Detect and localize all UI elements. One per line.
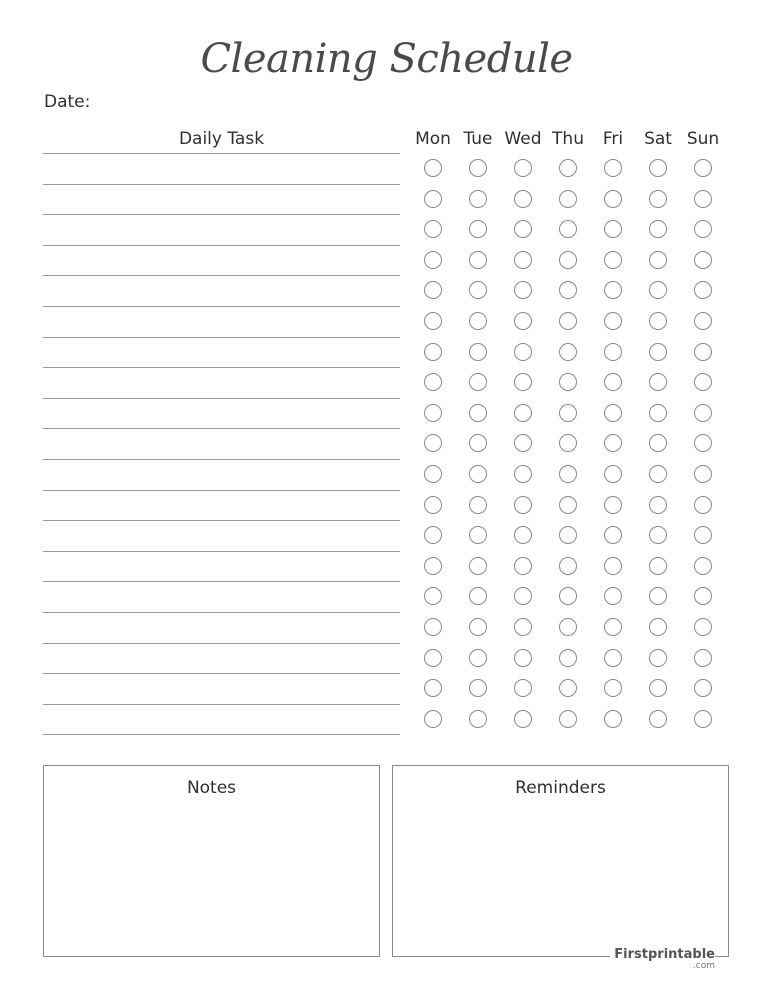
reminders-title: Reminders	[515, 778, 606, 798]
checkbox-circle[interactable]	[424, 159, 442, 177]
checkbox-circle[interactable]	[694, 281, 712, 299]
checkbox-circle[interactable]	[604, 557, 622, 575]
brand-suffix: .com	[692, 961, 715, 971]
checkbox-circle[interactable]	[649, 526, 667, 544]
checkbox-circle[interactable]	[469, 434, 487, 452]
checkbox-circle[interactable]	[604, 373, 622, 391]
checkbox-circle[interactable]	[514, 373, 532, 391]
brand-name: Firstprintable	[614, 947, 715, 962]
checkbox-circle[interactable]	[649, 649, 667, 667]
task-line[interactable]	[43, 520, 400, 521]
task-line[interactable]	[43, 398, 400, 399]
checkbox-circle[interactable]	[604, 404, 622, 422]
checkbox-circle[interactable]	[649, 312, 667, 330]
checkbox-circle[interactable]	[604, 618, 622, 636]
checkbox-circle[interactable]	[649, 159, 667, 177]
checkbox-circle[interactable]	[604, 251, 622, 269]
day-header-fri: Fri	[602, 129, 624, 149]
checkbox-circle[interactable]	[649, 434, 667, 452]
checkbox-circle[interactable]	[649, 373, 667, 391]
checkbox-circle[interactable]	[559, 251, 577, 269]
checkbox-circle[interactable]	[514, 434, 532, 452]
checkbox-circle[interactable]	[694, 373, 712, 391]
checkbox-circle[interactable]	[424, 281, 442, 299]
checkbox-circle[interactable]	[424, 557, 442, 575]
task-line[interactable]	[43, 643, 400, 644]
checkbox-circle[interactable]	[694, 312, 712, 330]
checkbox-circle[interactable]	[694, 404, 712, 422]
checkbox-circle[interactable]	[694, 526, 712, 544]
checkbox-circle[interactable]	[559, 710, 577, 728]
checkbox-circle[interactable]	[649, 557, 667, 575]
checkbox-circle[interactable]	[559, 679, 577, 697]
checkbox-circle[interactable]	[424, 679, 442, 697]
checkbox-circle[interactable]	[604, 649, 622, 667]
task-line[interactable]	[43, 184, 400, 185]
checkbox-circle[interactable]	[514, 465, 532, 483]
task-line[interactable]	[43, 337, 400, 338]
task-line[interactable]	[43, 214, 400, 215]
checkbox-circle[interactable]	[604, 496, 622, 514]
checkbox-circle[interactable]	[604, 587, 622, 605]
checkbox-circle[interactable]	[604, 159, 622, 177]
checkbox-circle[interactable]	[604, 679, 622, 697]
checkbox-circle[interactable]	[424, 343, 442, 361]
checkbox-circle[interactable]	[424, 373, 442, 391]
checkbox-circle[interactable]	[604, 190, 622, 208]
day-header-thu: Thu	[552, 129, 584, 149]
checkbox-circle[interactable]	[649, 281, 667, 299]
checkbox-circle[interactable]	[604, 220, 622, 238]
checkbox-circle[interactable]	[514, 312, 532, 330]
checkbox-circle[interactable]	[649, 404, 667, 422]
checkbox-circle[interactable]	[559, 281, 577, 299]
checkbox-circle[interactable]	[694, 649, 712, 667]
task-line[interactable]	[43, 551, 400, 552]
checkbox-circle[interactable]	[424, 404, 442, 422]
checkbox-circle[interactable]	[514, 251, 532, 269]
checkbox-circle[interactable]	[559, 649, 577, 667]
checkbox-circle[interactable]	[469, 404, 487, 422]
checkbox-circle[interactable]	[469, 649, 487, 667]
checkbox-circle[interactable]	[649, 587, 667, 605]
checkbox-circle[interactable]	[514, 281, 532, 299]
checkbox-circle[interactable]	[514, 526, 532, 544]
checkbox-circle[interactable]	[694, 679, 712, 697]
notes-title: Notes	[186, 778, 237, 798]
checkbox-circle[interactable]	[559, 618, 577, 636]
checkbox-circle[interactable]	[649, 343, 667, 361]
checkbox-circle[interactable]	[514, 618, 532, 636]
checkbox-circle[interactable]	[694, 496, 712, 514]
checkbox-circle[interactable]	[694, 587, 712, 605]
checkbox-circle[interactable]	[469, 465, 487, 483]
task-line[interactable]	[43, 306, 400, 307]
checkbox-circle[interactable]	[694, 343, 712, 361]
checkbox-circle[interactable]	[604, 465, 622, 483]
checkbox-circle[interactable]	[469, 373, 487, 391]
checkbox-circle[interactable]	[424, 587, 442, 605]
checkbox-circle[interactable]	[469, 587, 487, 605]
day-header-mon: Mon	[415, 129, 451, 149]
date-label: Date:	[44, 92, 91, 112]
checkbox-circle[interactable]	[469, 159, 487, 177]
checkbox-circle[interactable]	[514, 343, 532, 361]
task-line[interactable]	[43, 245, 400, 246]
daily-task-header: Daily Task	[178, 129, 265, 149]
page-title: Cleaning Schedule	[200, 36, 573, 82]
checkbox-circle[interactable]	[469, 220, 487, 238]
checkbox-circle[interactable]	[469, 312, 487, 330]
checkbox-circle[interactable]	[694, 618, 712, 636]
checkbox-circle[interactable]	[469, 343, 487, 361]
notes-box[interactable]	[43, 765, 380, 957]
checkbox-circle[interactable]	[514, 710, 532, 728]
checkbox-circle[interactable]	[559, 159, 577, 177]
checkbox-circle[interactable]	[469, 496, 487, 514]
checkbox-circle[interactable]	[559, 190, 577, 208]
task-line[interactable]	[43, 734, 400, 735]
checkbox-circle[interactable]	[514, 587, 532, 605]
checkbox-circle[interactable]	[559, 312, 577, 330]
checkbox-circle[interactable]	[514, 679, 532, 697]
checkbox-circle[interactable]	[424, 220, 442, 238]
checkbox-circle[interactable]	[469, 679, 487, 697]
checkbox-circle[interactable]	[604, 312, 622, 330]
task-line[interactable]	[43, 428, 400, 429]
checkbox-circle[interactable]	[694, 465, 712, 483]
reminders-box[interactable]	[392, 765, 729, 957]
checkbox-circle[interactable]	[559, 404, 577, 422]
checkbox-circle[interactable]	[604, 710, 622, 728]
checkbox-circle[interactable]	[694, 190, 712, 208]
checkbox-circle[interactable]	[694, 434, 712, 452]
checkbox-circle[interactable]	[514, 496, 532, 514]
checkbox-circle[interactable]	[469, 618, 487, 636]
checkbox-circle[interactable]	[514, 649, 532, 667]
checkbox-circle[interactable]	[649, 679, 667, 697]
checkbox-circle[interactable]	[469, 557, 487, 575]
day-header-tue: Tue	[463, 129, 493, 149]
checkbox-circle[interactable]	[424, 190, 442, 208]
checkbox-circle[interactable]	[694, 557, 712, 575]
checkbox-circle[interactable]	[604, 281, 622, 299]
checkbox-circle[interactable]	[649, 465, 667, 483]
task-line[interactable]	[43, 581, 400, 582]
checkbox-circle[interactable]	[649, 496, 667, 514]
checkbox-circle[interactable]	[424, 496, 442, 514]
checkbox-circle[interactable]	[559, 526, 577, 544]
task-line[interactable]	[43, 459, 400, 460]
checkbox-circle[interactable]	[469, 710, 487, 728]
checkbox-circle[interactable]	[424, 710, 442, 728]
checkbox-circle[interactable]	[559, 465, 577, 483]
checkbox-circle[interactable]	[514, 220, 532, 238]
checkbox-circle[interactable]	[559, 220, 577, 238]
checkbox-circle[interactable]	[559, 557, 577, 575]
checkbox-circle[interactable]	[424, 312, 442, 330]
checkbox-circle[interactable]	[649, 190, 667, 208]
checkbox-circle[interactable]	[649, 251, 667, 269]
checkbox-circle[interactable]	[694, 710, 712, 728]
checkbox-circle[interactable]	[694, 220, 712, 238]
checkbox-circle[interactable]	[469, 251, 487, 269]
checkbox-circle[interactable]	[694, 251, 712, 269]
checkbox-circle[interactable]	[604, 434, 622, 452]
checkbox-circle[interactable]	[424, 251, 442, 269]
day-header-wed: Wed	[504, 129, 542, 149]
task-line[interactable]	[43, 367, 400, 368]
checkbox-circle[interactable]	[649, 220, 667, 238]
checkbox-circle[interactable]	[424, 649, 442, 667]
checkbox-circle[interactable]	[559, 434, 577, 452]
task-line[interactable]	[43, 275, 400, 276]
task-line[interactable]	[43, 612, 400, 613]
checkbox-circle[interactable]	[649, 710, 667, 728]
checkbox-circle[interactable]	[559, 373, 577, 391]
checkbox-circle[interactable]	[514, 557, 532, 575]
checkbox-circle[interactable]	[469, 281, 487, 299]
brand-logo	[610, 948, 715, 971]
checkbox-circle[interactable]	[694, 159, 712, 177]
checkbox-circle[interactable]	[514, 404, 532, 422]
checkbox-circle[interactable]	[559, 343, 577, 361]
checkbox-circle[interactable]	[649, 618, 667, 636]
checkbox-circle[interactable]	[604, 343, 622, 361]
task-line[interactable]	[43, 673, 400, 674]
task-header-underline	[43, 153, 400, 154]
checkbox-circle[interactable]	[424, 618, 442, 636]
checkbox-circle[interactable]	[424, 465, 442, 483]
checkbox-circle[interactable]	[469, 190, 487, 208]
day-header-sun: Sun	[686, 129, 720, 149]
task-line[interactable]	[43, 704, 400, 705]
checkbox-circle[interactable]	[424, 434, 442, 452]
task-line[interactable]	[43, 490, 400, 491]
day-header-sat: Sat	[644, 129, 672, 149]
checkbox-circle[interactable]	[469, 526, 487, 544]
checkbox-circle[interactable]	[559, 587, 577, 605]
checkbox-circle[interactable]	[559, 496, 577, 514]
checkbox-circle[interactable]	[424, 526, 442, 544]
checkbox-circle[interactable]	[514, 159, 532, 177]
checkbox-circle[interactable]	[604, 526, 622, 544]
checkbox-circle[interactable]	[514, 190, 532, 208]
